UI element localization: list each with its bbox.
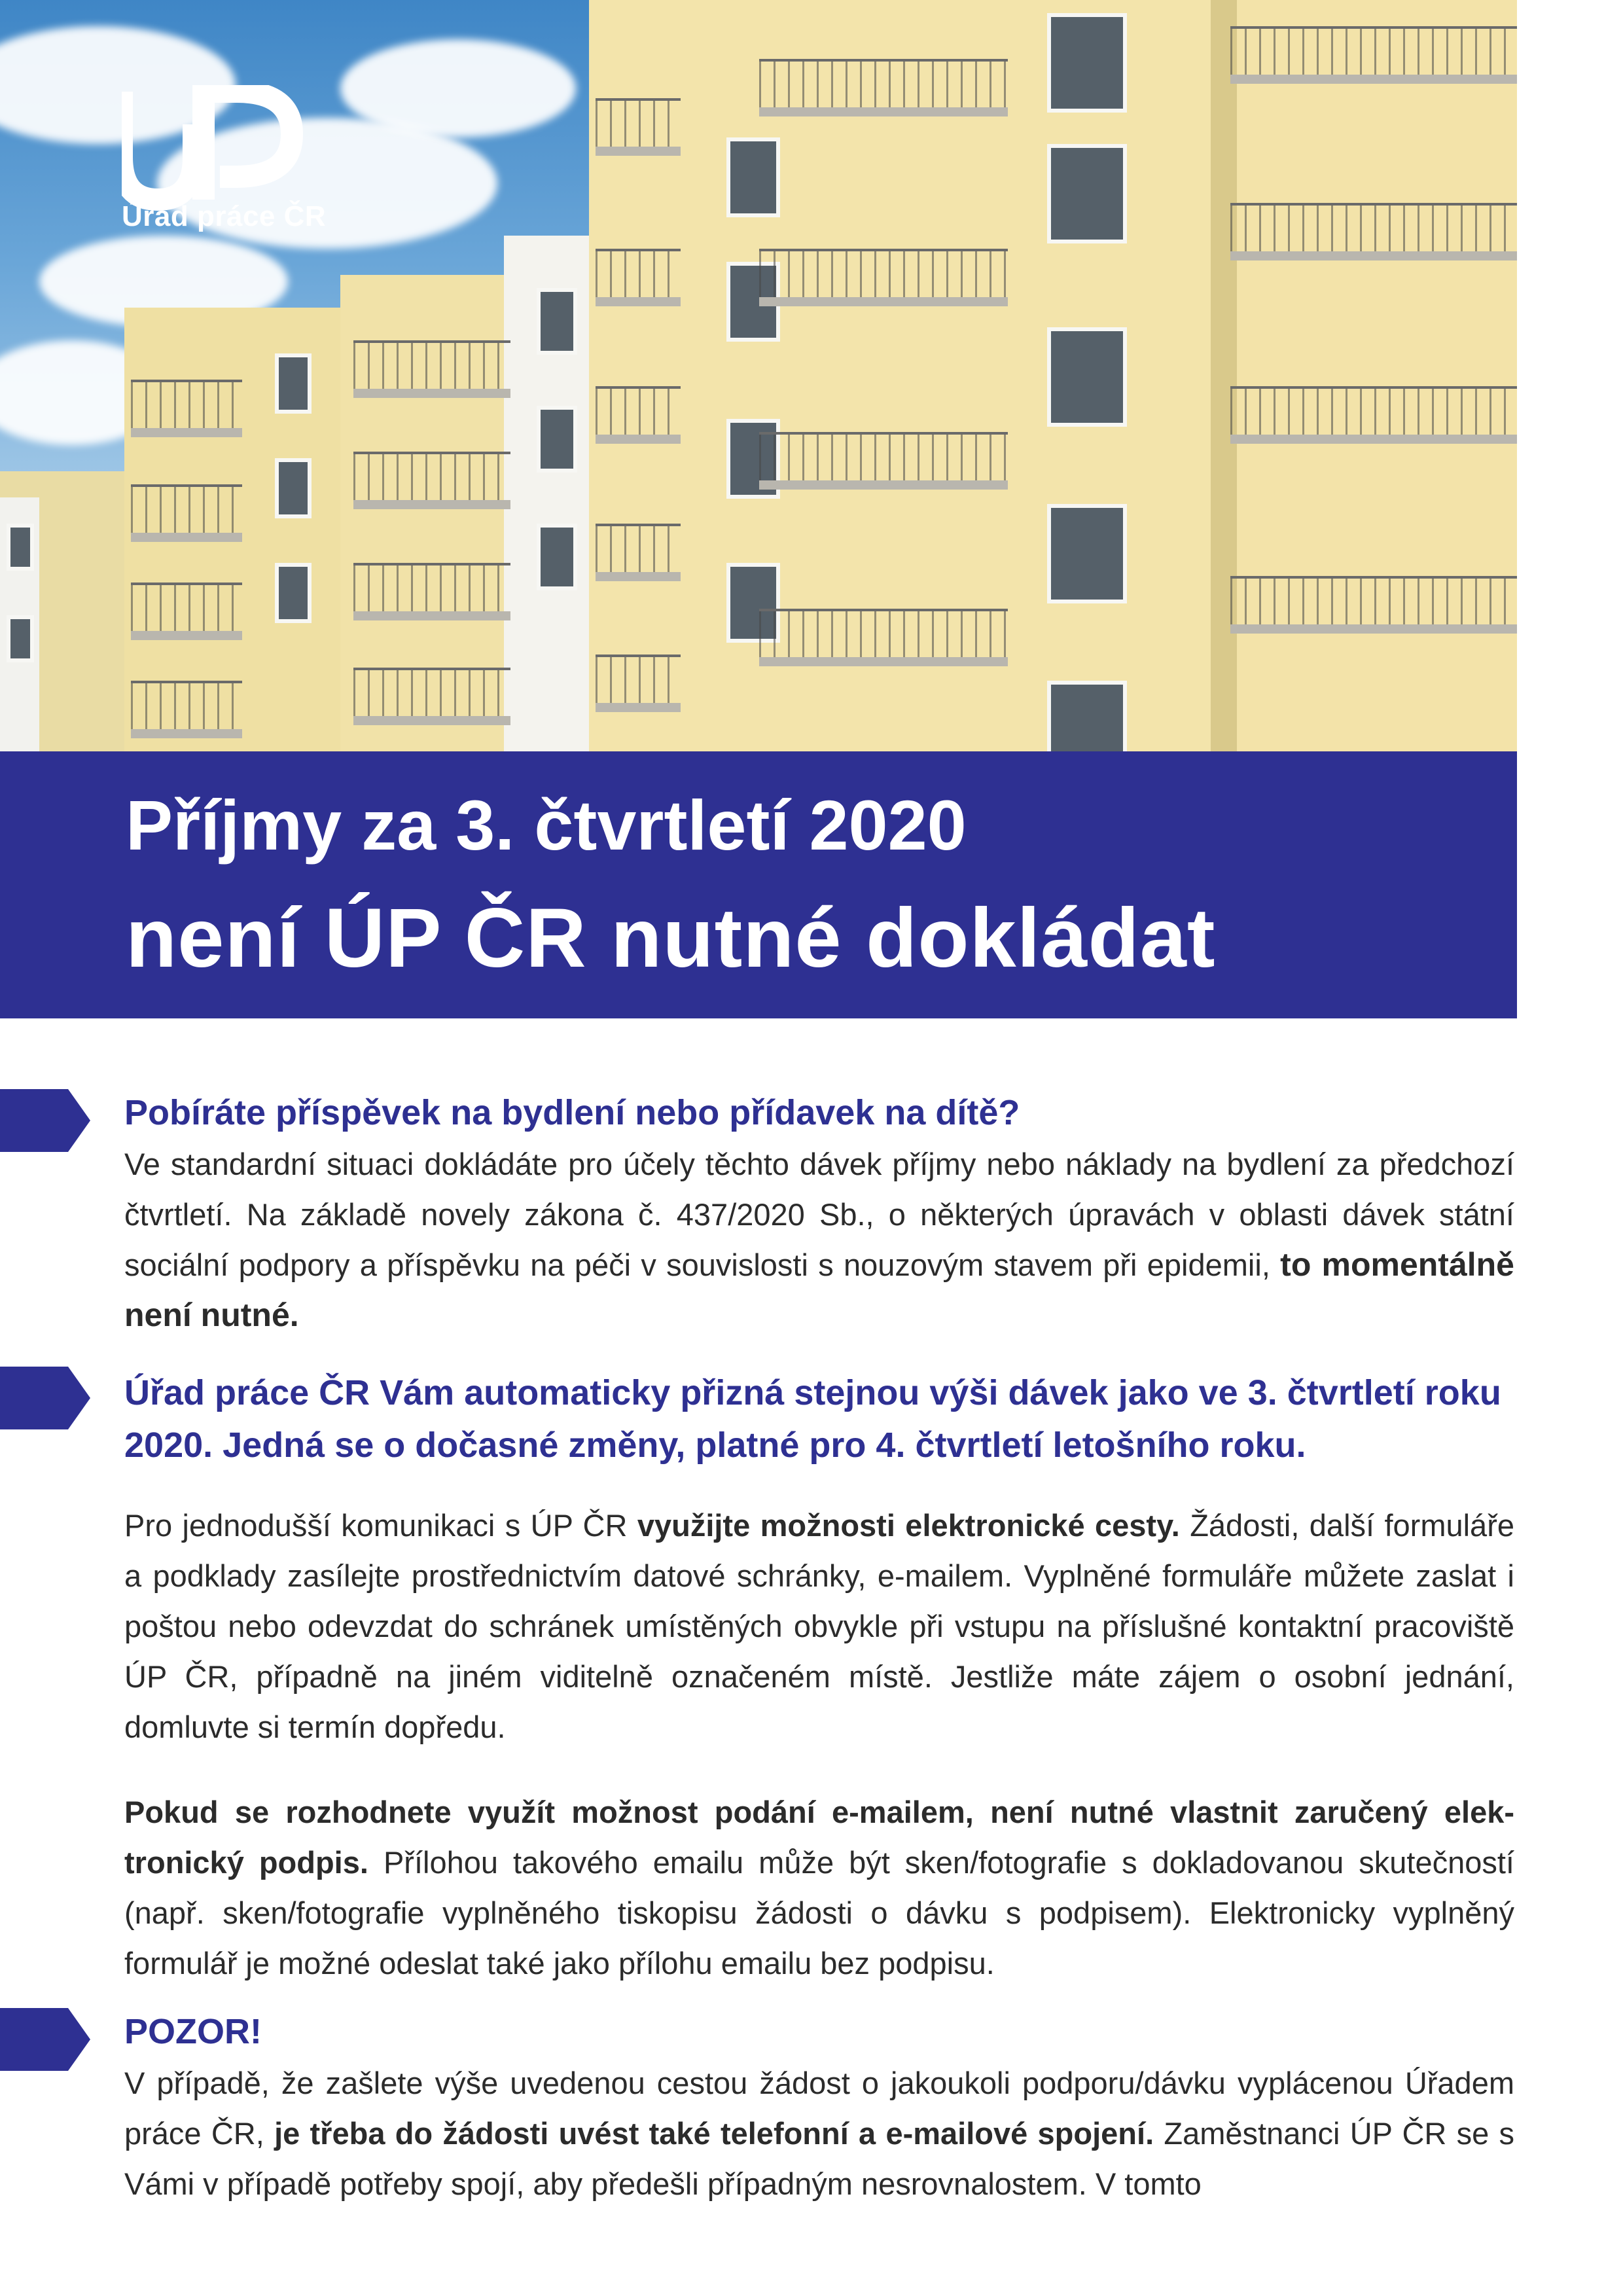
section-1-bold: to momentálně není nutné. [124, 1246, 1514, 1333]
arrow-marker-icon [0, 2008, 90, 2071]
warning-bold: je třeba do žádosti uvést také telefonní a e-mailové spojení. [274, 2116, 1154, 2151]
hero-photo [0, 0, 1517, 751]
paragraph-electronic: Pro jednodušší komunikaci s ÚP ČR využijte možnosti elektronické cesty. Žádosti, další formuláře a podklady zasílejte prostřednictvím datové schránky, e-mailem. Vyplněné formuláře můžete zaslat i poštou nebo odevzdat do schránek umístěných obvykle při vstupu na příslušné kontaktní pracoviště ÚP ČR, případně na jiném viditelně označeném místě. Jestliže máte zájem o osobní jednání, domluvte si termín dopředu. [124, 1508, 1514, 1744]
section-warning [124, 2005, 1514, 2209]
paragraph-electronic-bold: využijte možnosti elektronické cesty. [637, 1508, 1180, 1543]
paragraph-email: Pokud se rozhodnete využít možnost podání e-mailem, není nutné vlastnit zaručený elektronický podpis. Přílohou takového emailu může být sken/fotografie s dokladovanou skutečností (např. sken/fotografie vyplněného tiskopisu žádosti o dávku s podpisem). Elektronicky vyplněný formulář je možné odeslat také jako přílohu emailu bez podpisu. [124, 1795, 1514, 1981]
section-1-heading: Pobíráte příspěvek na bydlení nebo přídavek na dítě? [124, 1093, 1020, 1132]
title-line-2: není ÚP ČR nutné dokládat [126, 891, 1216, 985]
section-1 [124, 1086, 1514, 1340]
arrow-marker-icon [0, 1367, 90, 1429]
title-line-1: Příjmy za 3. čtvrtletí 2020 [126, 785, 967, 865]
section-2: Úřad práce ČR Vám automaticky přizná stejnou výši dávek jako ve 3. čtvrtletí roku 2020. Jedná se o dočasné změny, platné pro 4. čtvrtletí letošního roku. [124, 1373, 1501, 1465]
logo-text: Úřad práce ČR [122, 200, 327, 232]
paragraph-email-bold: Pokud se rozhodnete využít možnost podání e-mailem, není nutné vlastnit zaručený elektronický podpis. [124, 1795, 1514, 1880]
warning-text: V případě, že zašlete výše uvedenou cestou žádost o jakoukoli podporu/dávku vyplácenou Úřadem práce ČR, je třeba do žádosti uvést také telefonní a e-mailové spojení. Zaměstnanci ÚP ČR se s Vámi v případě potřeby spojí, aby předešli případným nesrovnalostem. V tomto [124, 2066, 1515, 2201]
warning-heading: POZOR! [124, 2012, 262, 2051]
arrow-marker-icon [0, 1089, 90, 1152]
section-1-text: Ve standardní situaci dokládáte pro účely těchto dávek příjmy nebo náklady na bydlení za předchozí čtvrtletí. Na základě novely zákona č. 437/2020 Sb., o některých úpravách v oblasti dávek státní sociální podpory a příspěvku na péči v souvislosti s nouzovým stavem při epidemii, to momentálně není nutné. [124, 1147, 1514, 1333]
